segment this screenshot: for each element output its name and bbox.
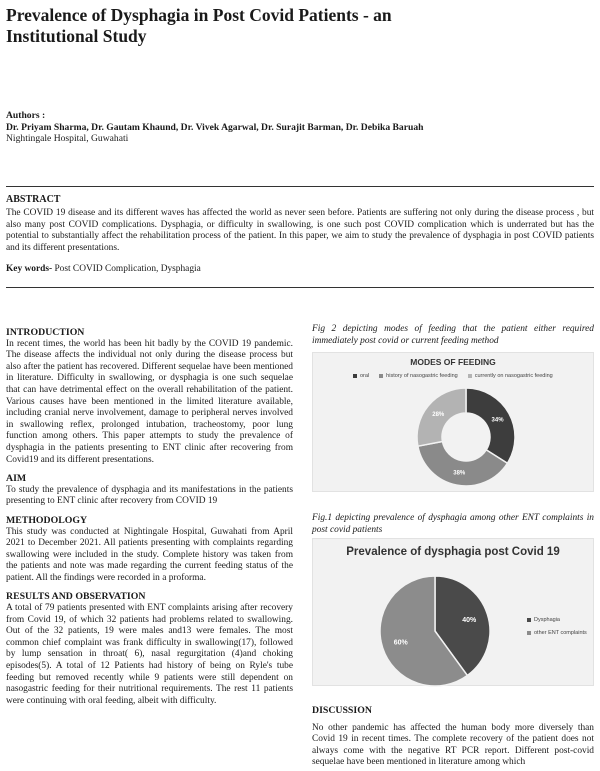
legend-label-oral: oral <box>360 373 370 379</box>
keywords <box>6 264 201 274</box>
dysphagia-data-label: 40% <box>462 617 477 625</box>
oral-data-label: 34% <box>491 417 504 424</box>
divider-top <box>6 186 594 187</box>
other-ent-data-label: 60% <box>393 639 408 647</box>
methodology-text: This study was conducted at Nightingale Hospital, Guwahati from April 2021 to December 2021. All patients presenting with complaints regarding swallowing were included in the study. Complete history was taken from the patients and note was made regarding the current feeding status of the patient. All the findings were recorded in a proforma. <box>6 526 293 583</box>
legend-label-history: history of nasogastric feeding <box>386 373 458 379</box>
history-nasogastric-data-label: 38% <box>453 470 466 477</box>
authors-names: Dr. Priyam Sharma, Dr. Gautam Khaund, Dr. Vivek Agarwal, Dr. Surajit Barman, Dr. Debika Baruah <box>6 121 424 133</box>
keywords-text: Post COVID Complication, Dysphagia <box>52 264 201 274</box>
legend-label-other-ent: other ENT complaints <box>534 630 587 636</box>
keywords-label: Key words- <box>6 264 53 274</box>
discussion-text: No other pandemic has affected the human body more diversely than Covid 19 in recent times. The complete recovery of the patient does not always come with the negative RT PCR report. Different post-covid sequelae have been mentioned in literature among which <box>312 722 594 768</box>
affiliation: Nightingale Hospital, Guwahati <box>6 133 129 144</box>
fig2-caption: Fig 2 depicting modes of feeding that the patient either required immediately post covid or current feeding method <box>312 324 594 346</box>
dysphagia-chart-title: Prevalence of dysphagia post Covid 19 <box>346 546 560 558</box>
discussion-heading: DISCUSSION <box>312 705 372 716</box>
dysphagia-chart <box>312 538 594 686</box>
feeding-chart-title: MODES OF FEEDING <box>410 357 496 367</box>
dysphagia-pie <box>313 539 595 687</box>
current-nasogastric-data-label: 28% <box>432 412 445 419</box>
legend-label-current: currently on nasogastric feeding <box>474 373 553 379</box>
results-text: A total of 79 patients presented with ENT complaints arising after recovery from Covid 19, of which 32 patients had problems related to swallowing. Out of the 32 patients, 19 were males and13 were females. The most common chief complaint was frank difficulty in swallowing(17), followed by lump sensation in throat( 6), nasal regurgitation (4)and choking episodes(5). A total of 12 Patients had history of being on Ryle's tube feeding but removed recently while 9 patients were still dependent on nasogastric feeding for their nutritional requirements. The rest 11 patients were continuing with oral feeding, albeit with difficulty. <box>6 603 293 706</box>
authors-label: Authors : <box>6 110 46 121</box>
left-column <box>6 327 293 707</box>
paper-title: Prevalence of Dysphagia in Post Covid Patients - an Institutional Study <box>6 5 392 46</box>
divider-bottom <box>6 287 594 288</box>
legend-label-dysphagia: Dysphagia <box>534 617 560 623</box>
feeding-chart <box>312 352 594 492</box>
abstract-text: The COVID 19 disease and its different waves has affected the world as never seen before. Patients are suffering not only during the disease process , but also many post COVID complications. Dysphagia, or difficulty in swallowing, is one such post COVID complication which is underrated but has the potential to substantially affect the rehabilitation process of the patient. In this paper, we aim to study the prevalence of dysphagia in post COVID patients and its different presentations. <box>6 208 594 253</box>
abstract-heading: ABSTRACT <box>6 194 61 205</box>
fig1-caption: Fig.1 depicting prevalence of dysphagia among other ENT complaints in post covid patients <box>312 513 594 535</box>
aim-heading: AIM <box>6 473 27 485</box>
discussion-block <box>312 705 594 769</box>
authors-block <box>6 110 596 145</box>
aim-text: To study the prevalence of dysphagia and its manifestations in the patients presenting to ENT clinic after recovery from COVID 19 <box>6 484 293 507</box>
results-heading: RESULTS AND OBSERVATION <box>6 591 146 603</box>
introduction-text: In recent times, the world has been hit badly by the COVID 19 pandemic. The disease affects the individual not only during the disease process but also after the patient has recovered. Different sequelae have been mentioned in literature. Difficulty in swallowing, or dysphagia is one such sequelae that can have detrimental effect on the overall rehabilitation of the patient. Various causes have been mentioned in the limited literature available, including cranial nerve involvement, damage to peripheral nerves involved in swallowing reflex, prolonged intubation, tracheostomy, poor lung function among others. This paper attempts to study the prevalence of dysphagia in the patients presenting to ENT clinic after recovering from Covid19 and its different presentations. <box>6 338 293 465</box>
feeding-donut <box>313 353 595 493</box>
introduction-heading: INTRODUCTION <box>6 327 85 338</box>
methodology-heading: METHODOLOGY <box>6 514 88 526</box>
